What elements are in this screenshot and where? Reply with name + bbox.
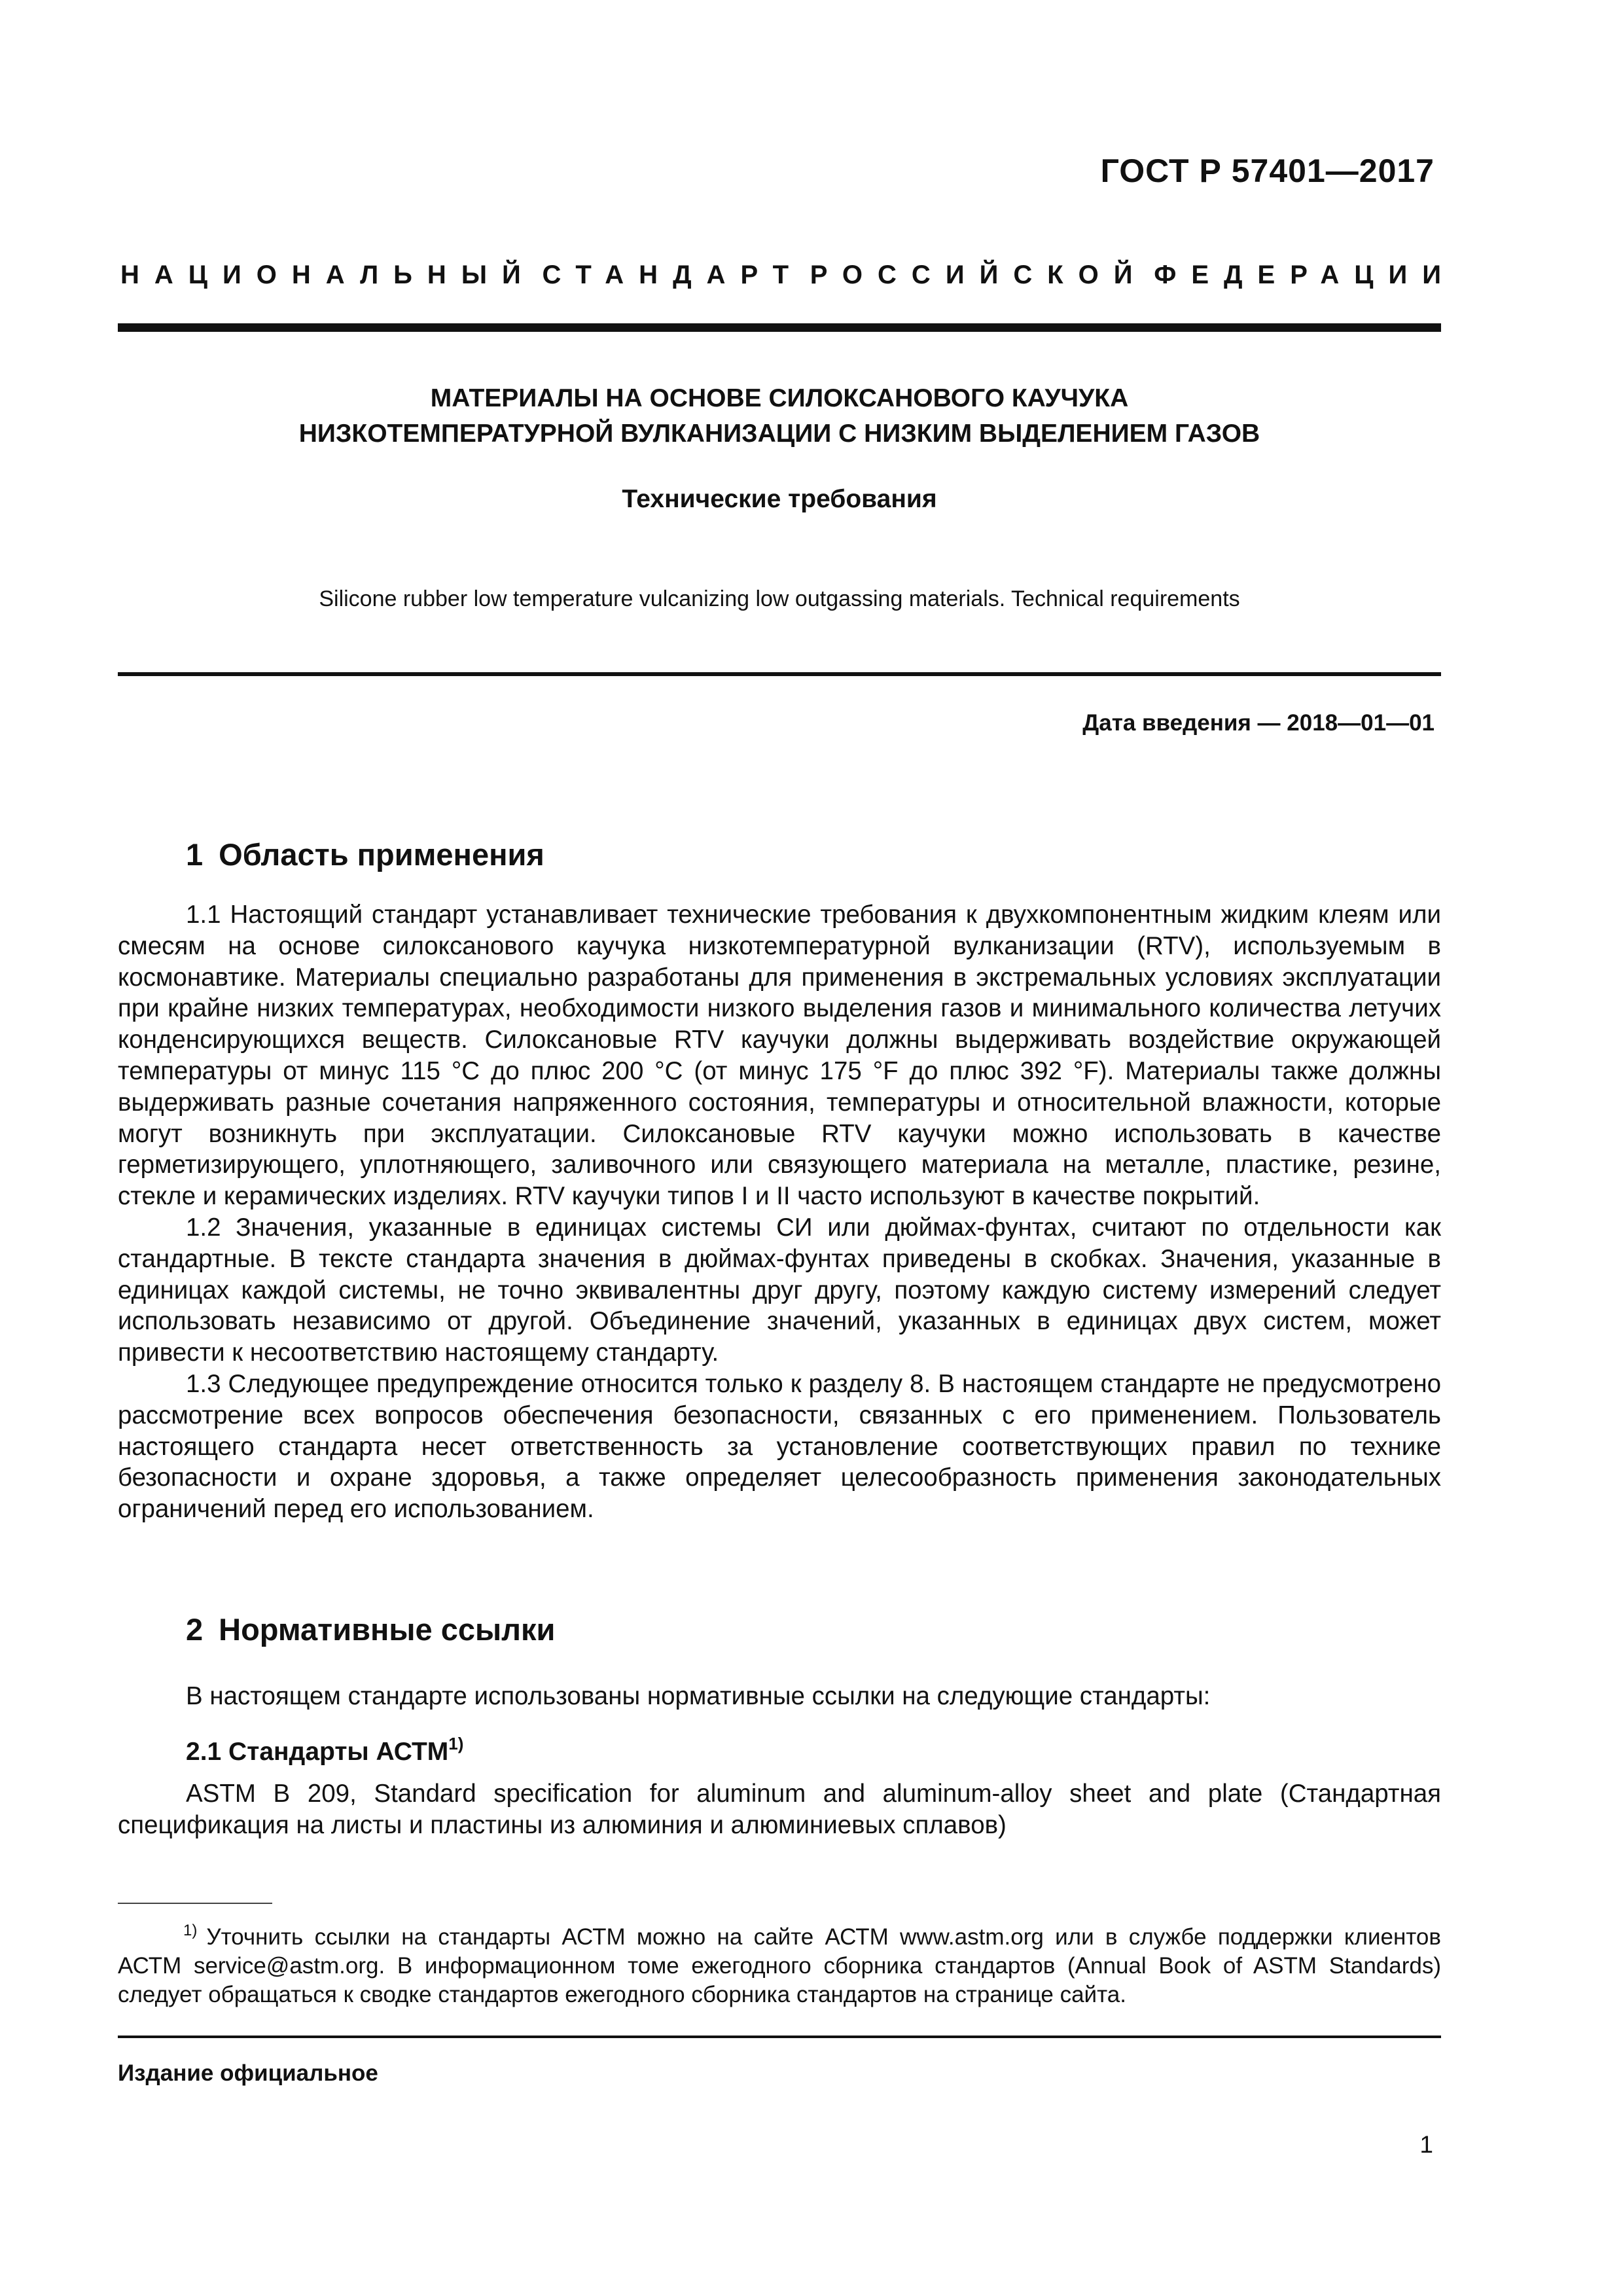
section-title: Область применения	[219, 837, 544, 872]
footnote-mark: 1)	[183, 1922, 198, 1939]
banner-word: СТАНДАРТ	[542, 260, 804, 289]
edition-label: Издание официальное	[118, 2060, 378, 2086]
subsection-title: 2.1 Стандарты АСТМ	[186, 1738, 449, 1766]
paragraph: 1.1 Настоящий стандарт устанавливает технические требования к двухкомпонентным жидким клеям или смесям на основе силоксанового каучука низкотемпературной вулканизации (RTV), используемым в космонавтике. Материалы специально разработаны для применения в экстремальных условиях эксплуатации при крайне низких температурах, необходимости низкого выделения газов и минимального количества летучих конденсирующихся веществ. Силоксановые RTV каучуки должны выдерживать воздействие окружающей температуры от минус 115 °С до плюс 200 °С (от минус 175 °F до плюс 392 °F). Материалы также должны выдерживать разные сочетания напряженного состояния, температуры и относительной влажности, которые могут возникнуть при эксплуатации. Силоксановые RTV каучуки можно использовать в качестве герметизирующего, уплотняющего, заливочного или связующего материала на металле, пластике, резине, стекле и керамических изделиях. RTV каучуки типов I и II часто используют в качестве покрытий.	[118, 901, 1441, 1211]
paragraph: 1.2 Значения, указанные в единицах системы СИ или дюймах-фунтах, считают по отдельности как стандартные. В тексте стандарта значения в дюймах-фунтах приведены в скобках. Значения, указанные в единицах каждой системы, не точно эквивалентны друг другу, поэтому каждую систему измерений следует использовать независимо от другой. Объединение значений, указанных в единицах двух систем, может привести к несоответствию настоящему стандарту.	[118, 1213, 1441, 1367]
section-1-heading	[186, 836, 544, 872]
section-number: 1	[186, 837, 204, 872]
footnote-text: Уточнить ссылки на стандарты АСТМ можно на сайте АСТМ www.astm.org или в службе поддержки клиентов АСТМ service@astm.org. В информационном томе ежегодного сборника стандартов (Annual Book of ASTM Standards) следует обращаться к сводке стандартов ежегодного сборника стандартов на странице сайта.	[118, 1924, 1441, 2007]
gost-code: ГОСТ Р 57401—2017	[1100, 152, 1435, 189]
title-line-1: МАТЕРИАЛЫ НА ОСНОВЕ СИЛОКСАНОВОГО КАУЧУКА	[430, 384, 1129, 412]
section-title: Нормативные ссылки	[219, 1612, 556, 1647]
introduction-date: Дата введения — 2018—01—01	[1082, 710, 1435, 736]
title-line-2: НИЗКОТЕМПЕРАТУРНОЙ ВУЛКАНИЗАЦИИ С НИЗКИМ ВЫДЕЛЕНИЕМ ГАЗОВ	[298, 420, 1260, 448]
section-1-body	[118, 899, 1441, 1525]
section-2-reference	[118, 1778, 1441, 1841]
english-title: Silicone rubber low temperature vulcanizing low outgassing materials. Technical requirements	[319, 586, 1240, 611]
document-title	[118, 381, 1441, 452]
footnote-ref: 1)	[448, 1734, 464, 1753]
document-subtitle: Технические требования	[622, 485, 937, 513]
footnote-separator	[118, 1903, 272, 1904]
banner-word: ФЕДЕРАЦИИ	[1154, 260, 1456, 289]
title-divider	[118, 672, 1441, 676]
section-2-heading	[186, 1611, 555, 1647]
paragraph: 1.3 Следующее предупреждение относится только к разделу 8. В настоящем стандарте не предусмотрено рассмотрение всех вопросов обеспечения безопасности, связанных с его применением. Пользователь настоящего стандарта несет ответственность за установление соответствующих правил по технике безопасности и охране здоровья, а также определяет целесообразность применения законодательных ограничений перед его использованием.	[118, 1369, 1441, 1524]
paragraph: В настоящем стандарте использованы нормативные ссылки на следующие стандарты:	[186, 1682, 1211, 1710]
section-number: 2	[186, 1612, 204, 1647]
subsection-2-1-heading	[186, 1734, 463, 1767]
header-divider	[118, 323, 1441, 332]
footer-divider	[118, 2036, 1441, 2038]
banner-word: НАЦИОНАЛЬНЫЙ	[120, 260, 536, 289]
national-standard-banner	[120, 260, 1456, 290]
banner-word: РОССИЙСКОЙ	[810, 260, 1148, 289]
page-number: 1	[1419, 2131, 1433, 2158]
reference-item: ASTM B 209, Standard specification for aluminum and aluminum-alloy sheet and plate (Стандартная спецификация на листы и пластины из алюминия и алюминиевых сплавов)	[118, 1780, 1441, 1839]
footnote	[118, 1916, 1441, 2009]
section-2-intro	[118, 1681, 1441, 1712]
